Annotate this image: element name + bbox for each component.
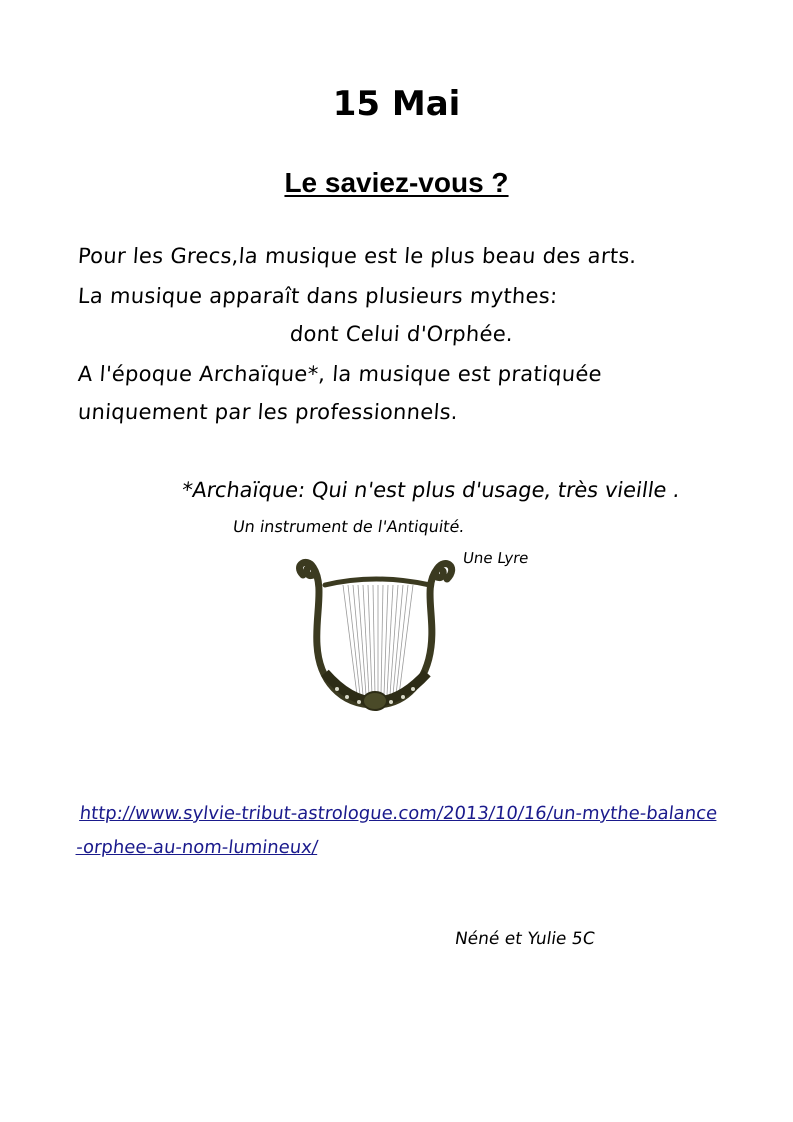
lyre-icon: [285, 555, 465, 730]
page-date: 15 Mai: [332, 84, 461, 124]
lyre-bridge: [363, 692, 387, 710]
body-line-3: dont Celui d'Orphée.: [289, 322, 514, 346]
signature: Néné et Yulie 5C: [453, 929, 596, 949]
source-link[interactable]: http://www.sylvie-tribut-astrologue.com/2013/10/16/un-mythe-balance-orphee-au-nom-lumineux/: [75, 803, 719, 858]
lyre-crossbar: [325, 579, 430, 585]
lyre-strings: [343, 585, 413, 695]
body-line-2: La musique apparaît dans plusieurs mythes:: [77, 284, 559, 308]
footnote: *Archaïque: Qui n'est plus d'usage, très vieille .: [180, 478, 682, 502]
body-line-4: A l'époque Archaïque*, la musique est pratiquée: [77, 362, 603, 386]
body-line-5: uniquement par les professionnels.: [77, 400, 459, 424]
image-caption: Un instrument de l'Antiquité.: [231, 517, 466, 536]
body-line-1: Pour les Grecs,la musique est le plus beau des arts.: [77, 244, 638, 268]
page-heading: Le saviez-vous ?: [284, 167, 509, 198]
image-label: Une Lyre: [461, 549, 530, 567]
